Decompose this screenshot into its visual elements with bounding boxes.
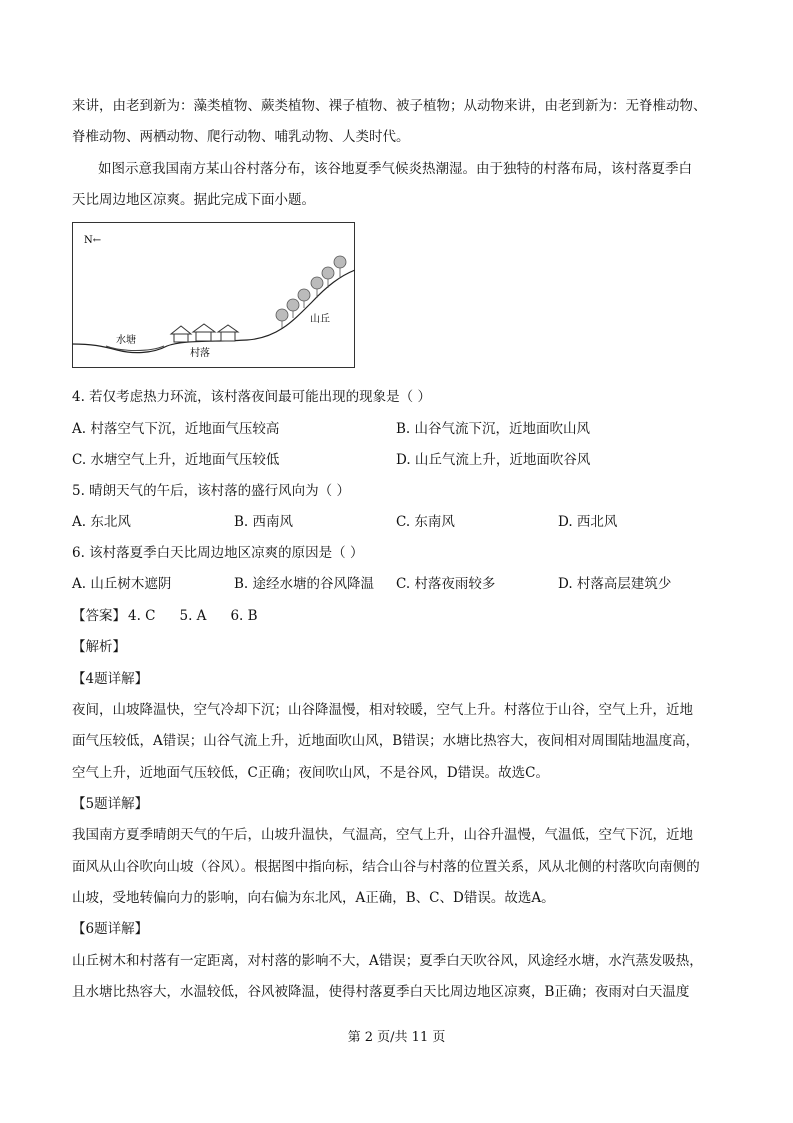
detail-6-line-2: 且水塘比热容大，水温较低，谷风被降温，使得村落夏季白天比周边地区凉爽，B正确；夜雨对白天温度 — [72, 984, 690, 1000]
detail-4-line-2: 面气压较低，A错误；山谷气流上升，近地面吹山风，B错误；水塘比热容大，夜间相对周围陆地温度高， — [72, 733, 700, 749]
q6-option-c: C. 村落夜雨较多 — [396, 576, 496, 592]
q5-option-c: C. 东南风 — [396, 514, 455, 530]
q4-option-a: A. 村落空气下沉，近地面气压较高 — [72, 421, 280, 437]
pond-label: 水塘 — [116, 335, 136, 346]
q6-option-b: B. 途经水塘的谷风降温 — [234, 576, 375, 592]
answer-q5: 5. A — [179, 608, 207, 624]
village-label: 村落 — [190, 348, 210, 359]
q5-stem: 5. 晴朗天气的午后，该村落的盛行风向为（ ） — [72, 483, 350, 499]
detail-6-title: 【6题详解】 — [72, 921, 149, 937]
hill-label: 山丘 — [310, 314, 330, 325]
page-footer: 第 2 页/共 11 页 — [347, 1030, 446, 1045]
q4-option-d: D. 山丘气流上升，近地面吹谷风 — [396, 452, 591, 468]
detail-4-line-3: 空气上升，近地面气压较低，C正确；夜间吹山风，不是谷风，D错误。故选C。 — [72, 765, 549, 781]
detail-4-title: 【4题详解】 — [72, 671, 149, 687]
valley-village-figure — [72, 222, 355, 368]
q6-option-a: A. 山丘树木遮阴 — [72, 576, 172, 592]
detail-5-title: 【5题详解】 — [72, 796, 149, 812]
house-icon — [171, 324, 238, 342]
detail-4-line-1: 夜间，山坡降温快，空气冷却下沉；山谷降温慢，相对较暖，空气上升。村落位于山谷，空气上升，近地 — [72, 702, 693, 718]
q4-option-b: B. 山谷气流下沉，近地面吹山风 — [396, 421, 591, 437]
detail-5-line-3: 山坡，受地转偏向力的影响，向右偏为东北风，A正确，B、C、D错误。故选A。 — [72, 890, 555, 906]
north-arrow: N← — [84, 235, 102, 246]
answer-q6: 6. B — [230, 608, 258, 624]
q5-option-a: A. 东北风 — [72, 514, 131, 530]
q6-option-d: D. 村落高层建筑少 — [558, 576, 672, 592]
answer-q4: 4. C — [128, 608, 156, 624]
intro-line-2: 脊椎动物、两栖动物、爬行动物、哺乳动物、人类时代。 — [72, 129, 410, 145]
valley-diagram — [72, 222, 355, 368]
q4-option-c: C. 水塘空气上升，近地面气压较低 — [72, 452, 280, 468]
q5-option-d: D. 西北风 — [558, 514, 618, 530]
detail-5-line-2: 面风从山谷吹向山坡（谷风）。根据图中指向标，结合山谷与村落的位置关系，风从北侧的村落吹向南侧的 — [72, 859, 700, 875]
detail-5-line-1: 我国南方夏季晴朗天气的午后，山坡升温快，气温高，空气上升，山谷升温慢，气温低，空气下沉，近地 — [72, 827, 693, 843]
answer-line — [72, 606, 282, 626]
detail-6-line-1: 山丘树木和村落有一定距离，对村落的影响不大，A错误；夏季白天吹谷风，风途经水塘，水汽蒸发吸热， — [72, 953, 703, 969]
answer-label: 【答案】 — [72, 608, 126, 624]
intro-line-3: 如图示意我国南方某山谷村落分布，该谷地夏季气候炎热潮湿。由于独特的村落布局，该村落夏季白 — [98, 161, 692, 177]
q5-option-b: B. 西南风 — [234, 514, 294, 530]
q4-stem: 4. 若仅考虑热力环流，该村落夜间最可能出现的现象是（ ） — [72, 389, 431, 405]
analysis-label: 【解析】 — [72, 639, 126, 655]
intro-line-4: 天比周边地区凉爽。据此完成下面小题。 — [72, 192, 315, 208]
q6-stem: 6. 该村落夏季白天比周边地区凉爽的原因是（ ） — [72, 545, 364, 561]
intro-line-1: 来讲，由老到新为：藻类植物、蕨类植物、裸子植物、被子植物；从动物来讲，由老到新为：无脊椎动物、 — [72, 98, 707, 114]
